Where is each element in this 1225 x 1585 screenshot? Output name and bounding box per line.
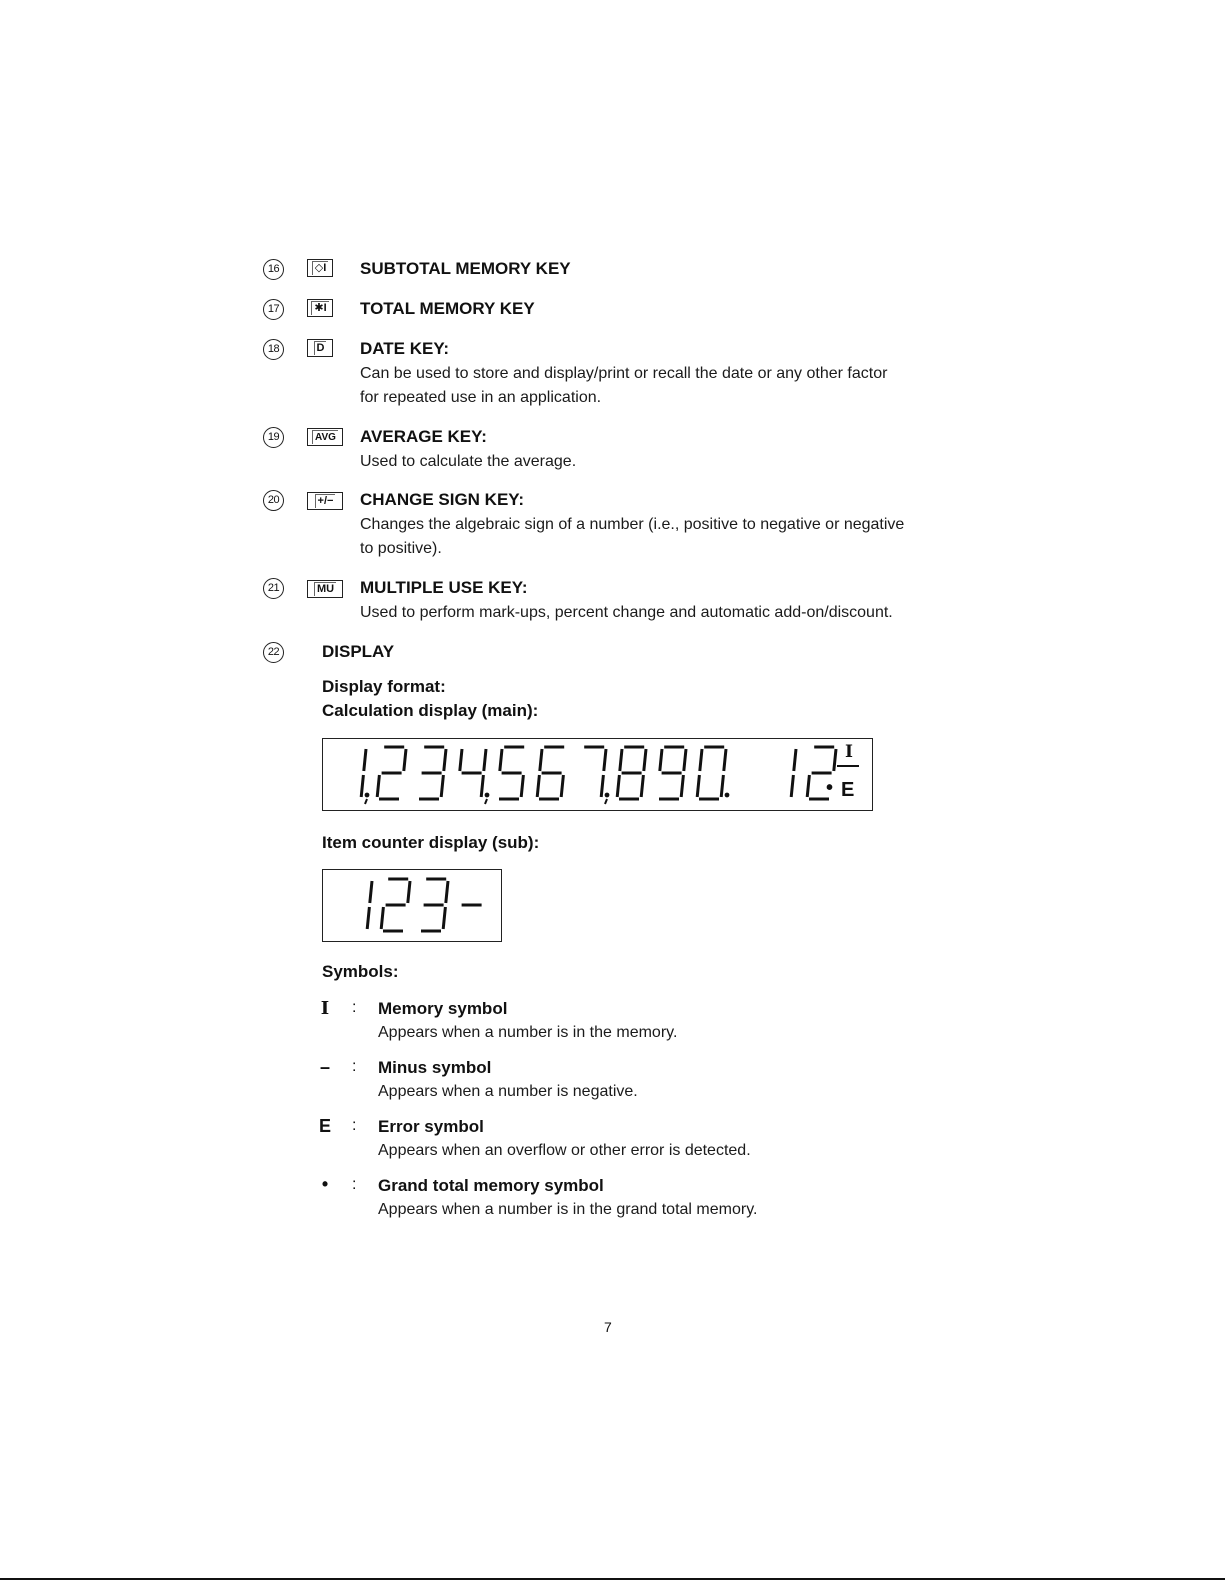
lcd-segment (444, 749, 446, 771)
symbols-label: Symbols: (322, 962, 399, 981)
lcd-segment (377, 775, 379, 797)
lcd-segment (521, 775, 523, 797)
symbol-description: Appears when an overflow or other error is detected. (378, 1142, 751, 1159)
key-description: Changes the algebraic sign of a number (i.e., positive to negative or negative (360, 516, 905, 533)
lcd-segment (721, 775, 723, 797)
lcd-segment (617, 775, 619, 797)
lcd-decimal-point (485, 793, 490, 798)
symbol-description: Appears when a number is negative. (378, 1083, 638, 1100)
lcd-segment (404, 749, 406, 771)
display-format-label: Display format: (322, 677, 446, 696)
colon: : (352, 1058, 357, 1075)
symbol-name: Memory symbol (378, 999, 508, 1018)
item-number-badge: 21 (263, 578, 284, 599)
symbol-description: Appears when a number is in the grand total memory. (378, 1201, 758, 1218)
lcd-segment (367, 907, 369, 929)
lcd-segment (604, 749, 606, 771)
lcd-segment (601, 775, 603, 797)
total-memory-key-icon: ✱I (307, 299, 333, 317)
key-title: MULTIPLE USE KEY: (360, 578, 528, 597)
main-display-label: Calculation display (main): (322, 701, 539, 720)
key-description: for repeated use in an application. (360, 389, 602, 406)
lcd-segment (724, 749, 726, 771)
main-lcd-digits (323, 739, 872, 810)
lcd-segment (794, 749, 796, 771)
lcd-segment (644, 749, 646, 771)
sub-lcd-digits (323, 870, 501, 941)
subtotal-memory-key-icon: ◇I (307, 259, 333, 277)
item-number-badge: 17 (263, 299, 284, 320)
lcd-segment (364, 749, 366, 771)
lcd-segment (537, 775, 539, 797)
memory-symbol-indicator: I (845, 742, 853, 762)
colon: : (352, 1117, 357, 1134)
lcd-segment (381, 907, 383, 929)
lcd-comma (365, 799, 367, 804)
item-number-badge: 22 (263, 642, 284, 663)
item-number-badge: 19 (263, 427, 284, 448)
item-number-badge: 18 (263, 339, 284, 360)
symbol-char: I (320, 998, 330, 1019)
key-title: DATE KEY: (360, 339, 450, 358)
date-key-icon: D (307, 339, 333, 357)
lcd-segment (700, 749, 702, 771)
lcd-segment (408, 881, 410, 903)
lcd-segment (446, 881, 448, 903)
symbol-char: E (318, 1116, 331, 1136)
lcd-segment (684, 749, 686, 771)
symbol-name: Error symbol (378, 1117, 484, 1136)
sub-display-label: Item counter display (sub): (322, 833, 540, 852)
lcd-segment (697, 775, 699, 797)
symbol-description: Appears when a number is in the memory. (378, 1024, 678, 1041)
lcd-segment (660, 749, 662, 771)
lcd-segment (641, 775, 643, 797)
minus-symbol-indicator (837, 765, 859, 767)
lcd-segment (540, 749, 542, 771)
error-symbol-indicator: E (841, 779, 855, 801)
key-title: CHANGE SIGN KEY: (360, 490, 525, 509)
lcd-segment (681, 775, 683, 797)
section-title: DISPLAY (322, 642, 395, 661)
lcd-comma (485, 799, 487, 804)
lcd-segment (370, 881, 372, 903)
key-title: SUBTOTAL MEMORY KEY (360, 259, 571, 278)
lcd-segment (441, 775, 443, 797)
lcd-segment (500, 749, 502, 771)
lcd-segment (834, 749, 836, 771)
lcd-segment (484, 749, 486, 771)
symbol-char: • (321, 1174, 329, 1194)
lcd-segment (791, 775, 793, 797)
symbol-name: Minus symbol (378, 1058, 492, 1077)
colon: : (352, 999, 357, 1016)
item-number-badge: 20 (263, 490, 284, 511)
symbol-name: Grand total memory symbol (378, 1176, 604, 1195)
page-number: 7 (604, 1319, 612, 1335)
multiple-use-key-icon: MU (307, 580, 343, 598)
change-sign-key-icon: +/− (307, 492, 343, 510)
lcd-segment (361, 775, 363, 797)
symbol-char: – (319, 1057, 330, 1077)
lcd-segment (561, 775, 563, 797)
key-title: TOTAL MEMORY KEY (360, 299, 535, 318)
key-description: Can be used to store and display/print or recall the date or any other factor (360, 365, 888, 382)
lcd-segment (807, 775, 809, 797)
key-title: AVERAGE KEY: (360, 427, 487, 446)
lcd-comma (605, 799, 607, 804)
lcd-segment (481, 775, 483, 797)
sub-lcd-display (322, 869, 502, 942)
lcd-segment (620, 749, 622, 771)
main-lcd-display (322, 738, 873, 811)
lcd-decimal-point (365, 793, 370, 798)
key-description: Used to calculate the average. (360, 453, 577, 470)
page-bottom-rule (0, 1578, 1225, 1580)
key-description: to positive). (360, 540, 442, 557)
grand-total-symbol-indicator: • (826, 777, 834, 799)
key-description: Used to perform mark-ups, percent change and automatic add-on/discount. (360, 604, 893, 621)
average-key-icon: AVG (307, 428, 343, 446)
lcd-segment (443, 907, 445, 929)
lcd-segment (460, 749, 462, 771)
lcd-decimal-point (725, 793, 730, 798)
item-number-badge: 16 (263, 259, 284, 280)
lcd-decimal-point (605, 793, 610, 798)
colon: : (352, 1176, 357, 1193)
